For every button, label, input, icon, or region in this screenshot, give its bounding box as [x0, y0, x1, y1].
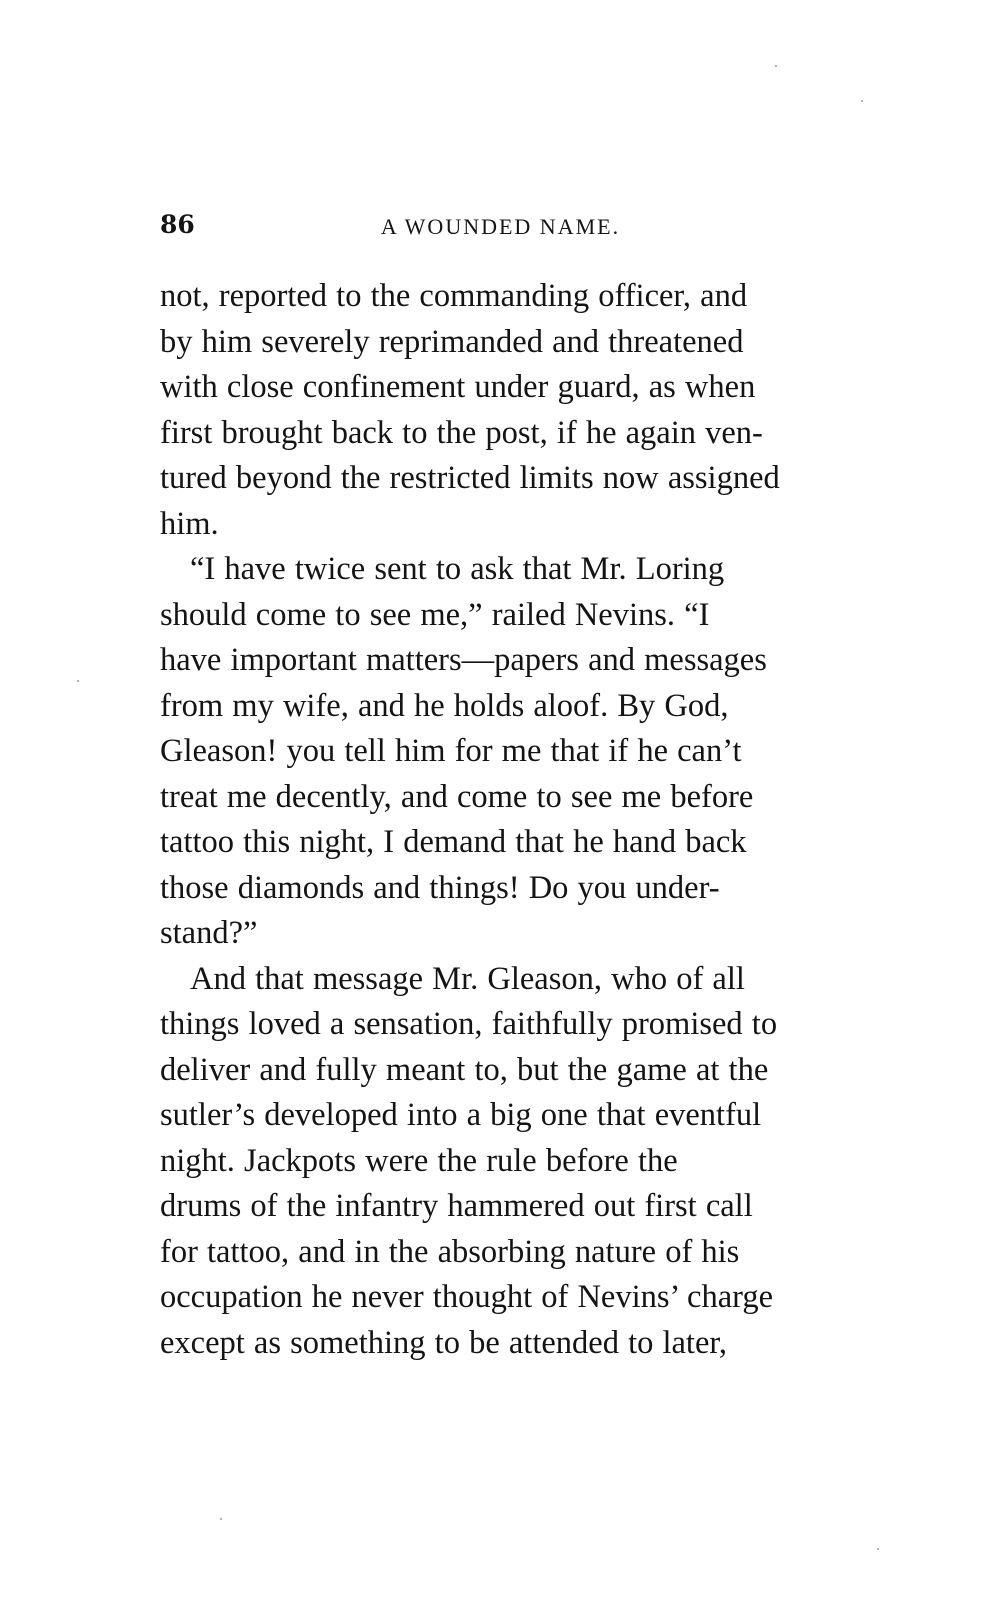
text-line: tured beyond the restricted limits now assigned: [160, 460, 780, 496]
text-line: with close confinement under guard, as when: [160, 369, 756, 405]
scan-speck: [220, 1518, 222, 1520]
book-page: [160, 208, 841, 1366]
text-line: tattoo this night, I demand that he hand back: [160, 824, 747, 860]
text-line: “I have twice sent to ask that Mr. Loring: [190, 551, 725, 587]
text-line: him.: [160, 505, 219, 542]
text-line: should come to see me,” railed Nevins. “I: [160, 596, 710, 633]
paragraph: [160, 274, 841, 547]
paragraph: [160, 547, 841, 957]
text-line: night. Jackpots were the rule before the: [160, 1142, 678, 1179]
text-line: for tattoo, and in the absorbing nature of his: [160, 1233, 740, 1270]
text-line: those diamonds and things! Do you under-: [160, 869, 720, 906]
paragraph: [160, 957, 841, 1367]
scan-speck: [77, 680, 79, 682]
text-line: by him severely reprimanded and threatened: [160, 323, 744, 360]
scan-speck: [861, 100, 863, 102]
text-line: treat me decently, and come to see me before: [160, 778, 754, 815]
text-line: deliver and fully meant to, but the game at the: [160, 1051, 769, 1088]
scan-speck: [775, 65, 777, 67]
running-title: A WOUNDED NAME.: [380, 214, 621, 239]
text-line: stand?”: [160, 915, 258, 951]
text-line: occupation he never thought of Nevins’ charge: [160, 1279, 774, 1315]
scan-speck: [877, 1548, 879, 1550]
text-line: except as something to be attended to later,: [160, 1324, 728, 1361]
page-header: [160, 208, 841, 242]
text-line: from my wife, and he holds aloof. By God,: [160, 687, 729, 724]
text-line: Gleason! you tell him for me that if he can’t: [160, 733, 742, 769]
text-line: have important matters—papers and messages: [160, 642, 767, 678]
text-line: And that message Mr. Gleason, who of all: [190, 960, 745, 997]
text-line: things loved a sensation, faithfully promised to: [160, 1006, 778, 1042]
page-number: 86: [160, 210, 195, 239]
text-line: first brought back to the post, if he again ven-: [160, 414, 763, 451]
text-line: drums of the infantry hammered out first call: [160, 1188, 753, 1224]
text-line: not, reported to the commanding officer, and: [160, 278, 748, 314]
text-line: sutler’s developed into a big one that eventful: [160, 1097, 762, 1133]
